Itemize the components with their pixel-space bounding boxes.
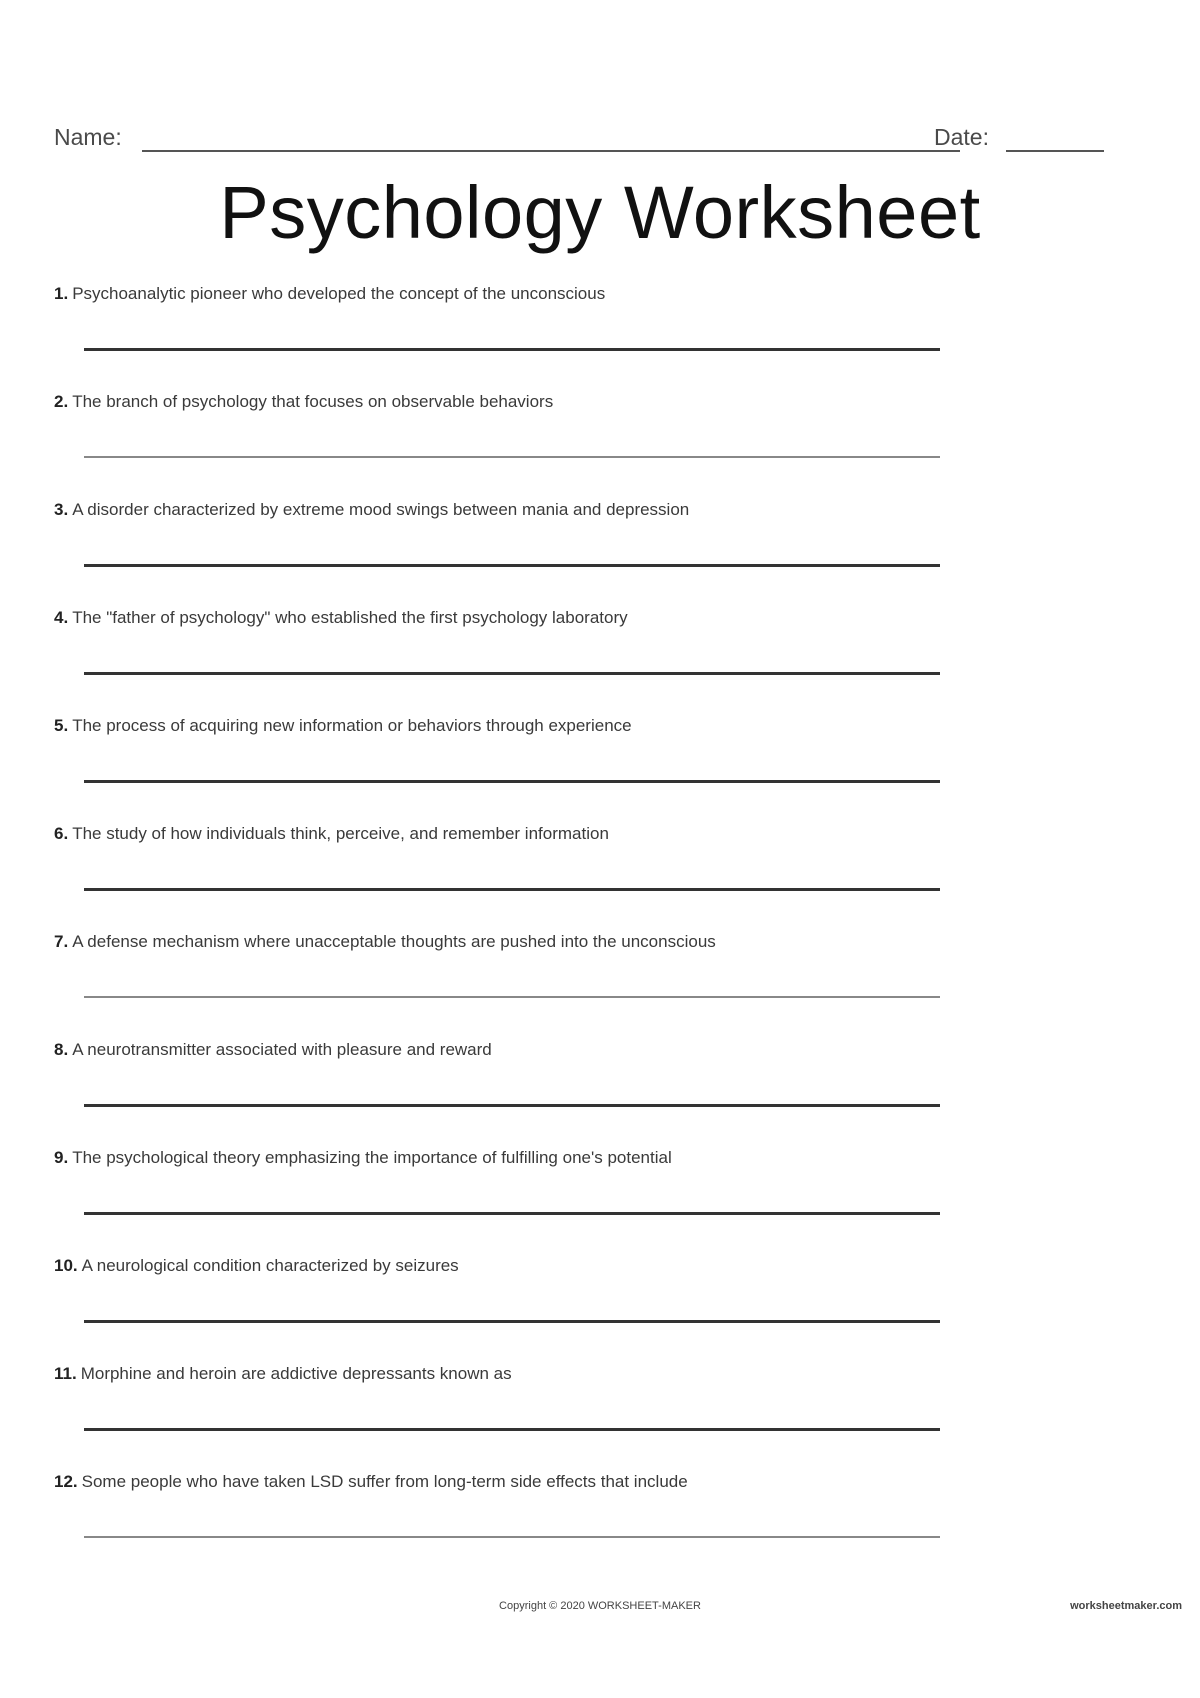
question-text: The psychological theory emphasizing the importance of fulfilling one's potential (72, 1148, 672, 1167)
name-label: Name: (54, 124, 122, 150)
answer-line (84, 1320, 940, 1323)
question-number: 1. (54, 284, 69, 303)
question-number: 12. (54, 1472, 78, 1491)
question-text: Some people who have taken LSD suffer from long-term side effects that include (81, 1472, 688, 1491)
question-text: The "father of psychology" who established the first psychology laboratory (72, 608, 628, 627)
question-number: 9. (54, 1148, 69, 1167)
date-label: Date: (934, 124, 989, 150)
question-text: A defense mechanism where unacceptable thoughts are pushed into the unconscious (72, 932, 716, 951)
copyright-notice: Copyright © 2020 WORKSHEET-MAKER (499, 1600, 701, 1612)
name-field-line (142, 150, 960, 152)
answer-line (84, 888, 940, 891)
answer-line (84, 672, 940, 675)
question-number: 6. (54, 824, 69, 843)
question-text: A neurotransmitter associated with pleasure and reward (72, 1040, 492, 1059)
answer-line (84, 1428, 940, 1431)
answer-line (84, 348, 940, 351)
question-text: Psychoanalytic pioneer who developed the concept of the unconscious (72, 284, 606, 303)
answer-line (84, 780, 940, 783)
question-number: 8. (54, 1040, 69, 1059)
question-number: 7. (54, 932, 69, 951)
answer-line (84, 996, 940, 998)
question-number: 2. (54, 392, 69, 411)
page-title: Psychology Worksheet (219, 171, 981, 254)
answer-line (84, 564, 940, 567)
question-text: The branch of psychology that focuses on observable behaviors (72, 392, 554, 411)
question-text: A disorder characterized by extreme mood swings between mania and depression (72, 500, 690, 519)
question-text: A neurological condition characterized by seizures (81, 1256, 459, 1275)
question-number: 5. (54, 716, 69, 735)
question-text: The process of acquiring new information or behaviors through experience (72, 716, 632, 735)
answer-line (84, 1212, 940, 1215)
question-number: 10. (54, 1256, 78, 1275)
answer-line (84, 456, 940, 458)
answer-line (84, 1536, 940, 1538)
header-row (54, 118, 1104, 158)
question-number: 4. (54, 608, 69, 627)
answer-line (84, 1104, 940, 1107)
question-text: Morphine and heroin are addictive depressants known as (80, 1364, 512, 1383)
site-credit: worksheetmaker.com (1070, 1600, 1182, 1612)
question-text: The study of how individuals think, perceive, and remember information (72, 824, 609, 843)
question-number: 11. (54, 1364, 77, 1383)
question-number: 3. (54, 500, 69, 519)
date-field-line (1006, 150, 1104, 152)
